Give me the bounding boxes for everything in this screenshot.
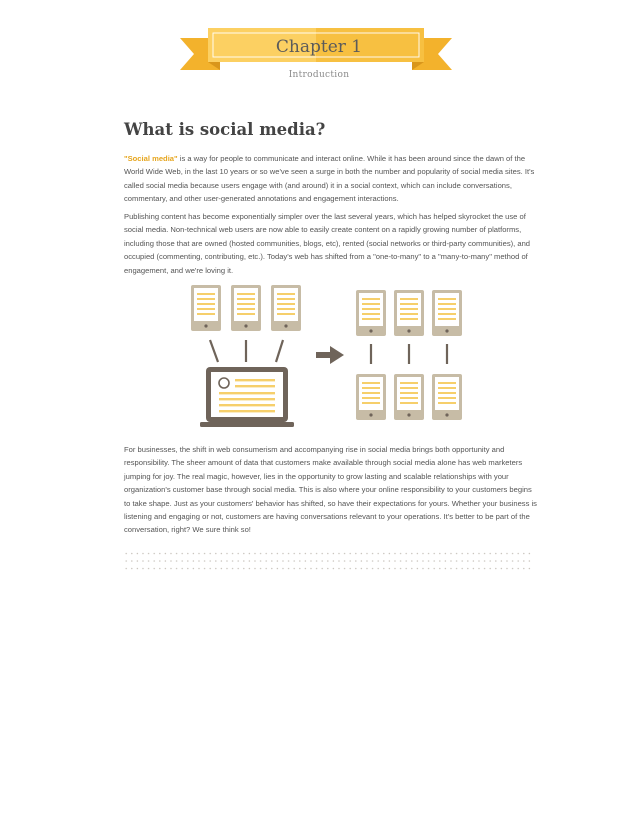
- paragraph-intro: [124, 152, 539, 206]
- dotted-divider: [124, 551, 534, 573]
- tablet-icon: [191, 285, 221, 331]
- tablet-icon: [271, 285, 301, 331]
- tablet-icon: [394, 290, 424, 336]
- chapter-subtitle: Introduction: [288, 70, 350, 80]
- tablet-icon: [356, 374, 386, 420]
- tablet-icon: [432, 290, 462, 336]
- tablet-icon: [356, 290, 386, 336]
- one-to-many-illustration: [186, 282, 470, 428]
- section-heading: What is social media?: [124, 120, 326, 139]
- chapter-ribbon: [180, 26, 452, 92]
- paragraph-intro-text: is a way for people to communicate and interact online. While it has been around since the dawn of the World Wide Web, in the last 10 years or so we've seen a surge in both the number and popularity of social media sites. It's called social media because users engage with (and around) it in a social context, which can include conversations, commentary, and other user-generated annotations and engagement interactions.: [124, 154, 535, 204]
- chapter-title: Chapter 1: [275, 37, 363, 57]
- paragraph-publishing: Publishing content has become exponentially simpler over the last several years, which has helped skyrocket the use of social media. Non-technical web users are now able to easily create content on a rapidly growing number of platforms, including those that are owned (hosted communities, blogs, etc), rented (social networks or third-party communities), and occupied (commenting, contributing, etc.). Today's web has shifted from a "one-to-many" to a "many-to-many" method of engagement, and we're loving it.: [124, 212, 531, 275]
- paragraph-businesses: For businesses, the shift in web consumerism and accompanying rise in social media brings both opportunity and responsibility. The sheer amount of data that customers make available through social media alone has web marketers jumping for joy. The real magic, however, lies in the opportunity to grow lasting and scalable relationships with your organization's customer base through social media. This is also where your online responsibility to your customers begins to take shape. Just as your customers' behavior has shifted, so have their expectations for yours. Whether your business is listening and engaging or not, customers are having conversations relevant to your operations. It's better to be part of the conversation, right? We sure think so!: [124, 445, 537, 535]
- tablet-icon: [394, 374, 424, 420]
- arrow-right-icon: [316, 346, 344, 364]
- laptop-icon: [200, 367, 294, 427]
- highlight-term: "Social media": [124, 154, 178, 163]
- tablet-icon: [432, 374, 462, 420]
- tablet-icon: [231, 285, 261, 331]
